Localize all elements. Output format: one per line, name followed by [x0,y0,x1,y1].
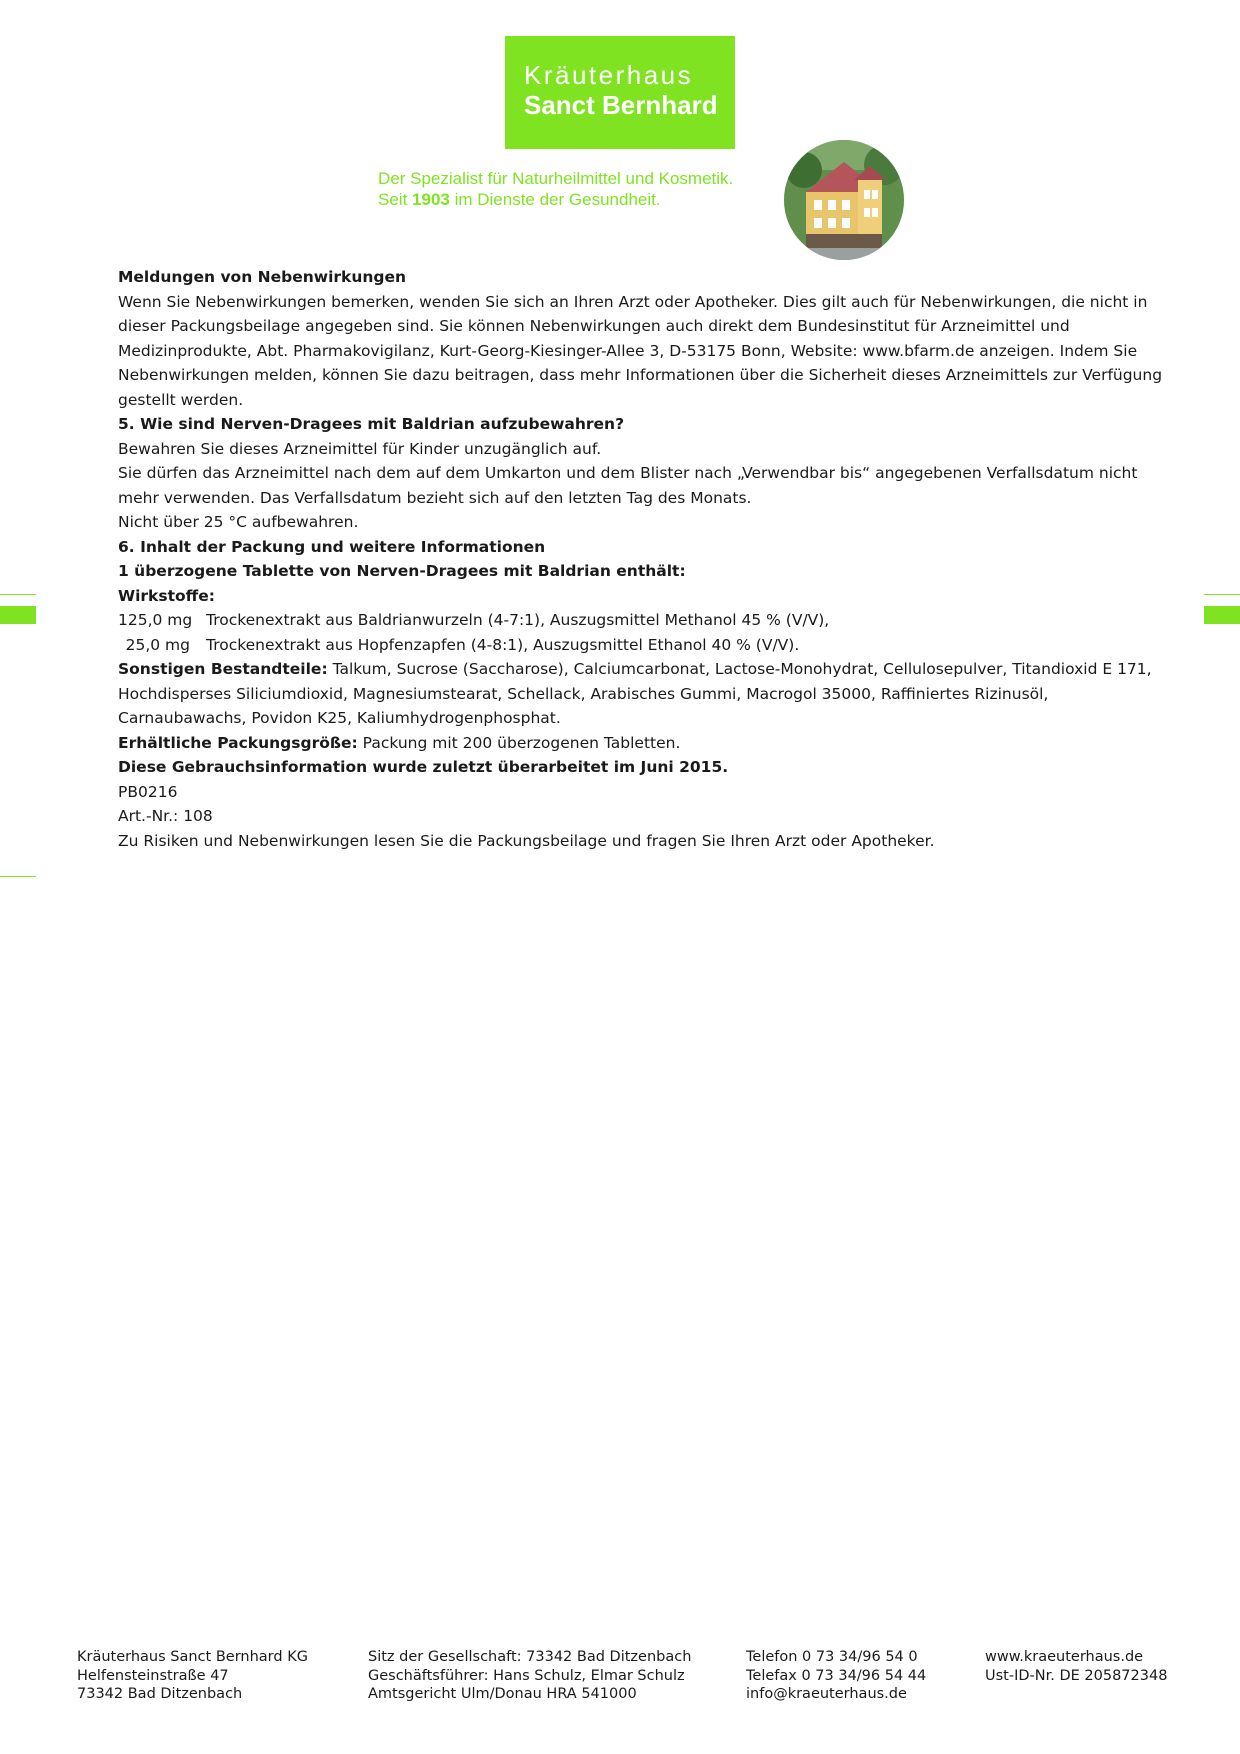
fold-mark-right-thin [1204,594,1240,595]
fold-mark-left [0,606,36,624]
section5-paragraph3: Nicht über 25 °C aufbewahren. [118,513,359,531]
building-icon [784,140,904,260]
footer-fax: Telefax 0 73 34/96 54 44 [746,1667,927,1684]
section5-paragraph1: Bewahren Sie dieses Arzneimittel für Kinder unzugänglich auf. [118,439,602,458]
other-ingredients [118,657,1178,731]
tagline-year: 1903 [412,190,450,209]
active-ingredient-row [118,608,1178,633]
tagline-line1: Der Spezialist für Naturheilmittel und Kosmetik. [378,169,734,188]
package-size [118,731,1178,756]
other-ingredients-label: Sonstigen Bestandteile: [118,660,328,678]
active-ingredients-heading: Wirkstoffe: [118,586,215,605]
footer-website: www.kraeuterhaus.de [985,1649,1144,1665]
tagline [378,168,733,210]
footer-contact [746,1648,926,1704]
active-ingredient-row [118,633,1178,658]
logo-text-line2: Sanct Bernhard [524,90,718,120]
ingredient-amount: 125,0 mg [118,611,193,629]
ingredient-description: Trockenextrakt aus Baldrianwurzeln (4-7:1), Auszugsmittel Methanol 45 % (V/V), [206,611,830,629]
punch-mark-left [0,876,36,877]
package-size-label: Erhältliche Packungsgröße: [118,733,358,752]
section5-paragraph2: Sie dürfen das Arzneimittel nach dem auf dem Umkarton und dem Blister nach „Verwendbar bis“ angegebenen Verfallsdatum nicht mehr verwenden. Das Verfallsdatum bezieht sich auf den letzten Tag des Monats. [118,464,1138,507]
footer-web [985,1648,1167,1685]
footer-vat-id: Ust-ID-Nr. DE 205872348 [985,1667,1168,1684]
risk-note: Zu Risiken und Nebenwirkungen lesen Sie die Packungsbeilage und fragen Sie Ihren Arzt oder Apotheker. [118,831,935,850]
side-effects-text: Wenn Sie Nebenwirkungen bemerken, wenden Sie sich an Ihren Arzt oder Apotheker. Dies gilt auch für Nebenwirkungen, die nicht in dieser Packungsbeilage angegeben sind. Sie können Nebenwirkungen auch direkt dem Bundesinstitut für Arzneimittel und Medizinprodukte, Abt. Pharmakovigilanz, Kurt-Georg-Kiesinger-Allee 3, D-53175 Bonn, Website: www.bfarm.de anzeigen. Indem Sie Nebenwirkungen melden, können Sie dazu beitragen, dass mehr Informationen über die Sicherheit dieses Arzneimittels zur Verfügung gestellt werden. [118,292,1163,409]
revision-note: Diese Gebrauchsinformation wurde zuletzt überarbeitet im Juni 2015. [118,758,729,776]
tagline-line2 [378,189,733,210]
ingredient-amount: 25,0 mg [125,635,190,654]
building-photo [784,140,904,260]
package-size-text: Packung mit 200 überzogenen Tabletten. [357,733,681,752]
footer-court-registration: Amtsgericht Ulm/Donau HRA 541000 [368,1686,637,1702]
footer-company-address [77,1648,308,1704]
fold-mark-left-thin [0,594,36,595]
company-logo [505,36,735,149]
footer-street: Helfensteinstraße 47 [77,1667,229,1684]
footer-managing-directors: Geschäftsführer: Hans Schulz, Elmar Schulz [368,1667,685,1684]
composition-heading: 1 überzogene Tablette von Nerven-Dragees mit Baldrian enthält: [118,562,686,580]
ingredient-description: Trockenextrakt aus Hopfenzapfen (4-8:1), Auszugsmittel Ethanol 40 % (V/V). [206,635,800,654]
section5-heading: 5. Wie sind Nerven-Dragees mit Baldrian aufzubewahren? [118,415,625,433]
document-code: PB0216 [118,782,178,801]
other-ingredients-text: Talkum, Sucrose (Saccharose), Calciumcarbonat, Lactose-Monohydrat, Cellulosepulver, Titandioxid E 171, Hochdisperses Siliciumdioxid, Magnesiumstearat, Schellack, Arabisches Gummi, Macrogol 35000, Raffiniertes Rizinusöl, Carnaubawachs, Povidon K25, Kaliumhydrogenphosphat. [118,660,1152,727]
footer-legal [368,1648,691,1704]
side-effects-heading: Meldungen von Nebenwirkungen [118,268,407,286]
footer-email: info@kraeuterhaus.de [746,1686,907,1702]
fold-mark-right [1204,606,1240,624]
leaflet-content [118,265,1178,853]
footer-registered-seat: Sitz der Gesellschaft: 73342 Bad Ditzenbach [368,1649,692,1665]
article-number: Art.-Nr.: 108 [118,807,213,825]
section6-heading: 6. Inhalt der Packung und weitere Informationen [118,537,546,556]
tagline-suffix: im Dienste der Gesundheit. [449,190,661,209]
footer-phone: Telefon 0 73 34/96 54 0 [746,1649,918,1665]
footer-city: 73342 Bad Ditzenbach [77,1686,243,1702]
tagline-prefix: Seit [378,190,413,209]
logo-text-line1: Kräuterhaus [524,60,694,90]
footer-company-name: Kräuterhaus Sanct Bernhard KG [77,1649,308,1665]
